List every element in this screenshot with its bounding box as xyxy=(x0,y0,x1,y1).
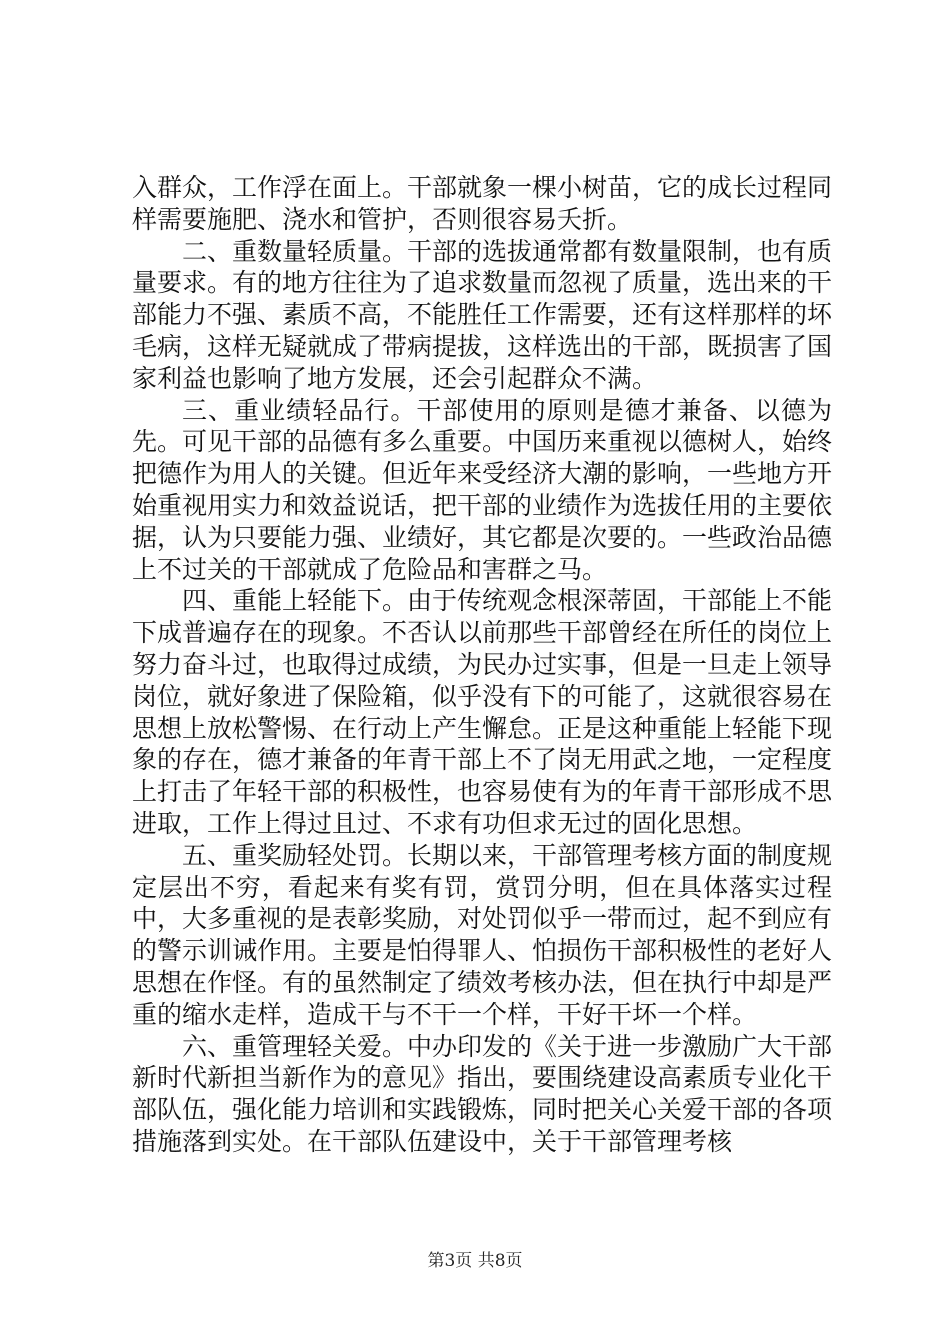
paragraph-performance-over-conduct: 三、重业绩轻品行。干部使用的原则是德才兼备、以德为先。可见干部的品德有多么重要。中国历来重视以德树人，始终把德作为用人的关键。但近年来受经济大潮的影响，一些地方开始重视用实力和效益说话，把干部的业绩作为选拔任用的主要依据，认为只要能力强、业绩好，其它都是次要的。一些政治品德上不过关的干部就成了危险品和害群之马。 xyxy=(132,395,833,584)
document-body xyxy=(132,172,832,1158)
paragraph-continuation: 入群众，工作浮在面上。干部就象一棵小树苗，它的成长过程同样需要施肥、浇水和管护，否则很容易夭折。 xyxy=(132,173,833,234)
paragraph-reward-over-punishment: 五、重奖励轻处罚。长期以来，干部管理考核方面的制度规定层出不穷，看起来有奖有罚，赏罚分明，但在具体落实过程中，大多重视的是表彰奖励，对处罚似乎一带而过，起不到应有的警示训诫作用。主要是怕得罪人、怕损伤干部积极性的老好人思想在作怪。有的虽然制定了绩效考核办法，但在执行中却是严重的缩水走样，造成干与不干一个样，干好干坏一个样。 xyxy=(132,840,833,1029)
page-number-footer: 第3页 共8页 xyxy=(427,1251,523,1271)
paragraph-promotion-over-demotion: 四、重能上轻能下。由于传统观念根深蒂固，干部能上不能下成普遍存在的现象。不否认以前那些干部曾经在所任的岗位上努力奋斗过，也取得过成绩，为民办过实事，但是一旦走上领导岗位，就好象进了保险箱，似乎没有下的可能了，这就很容易在思想上放松警惕、在行动上产生懈怠。正是这种重能上轻能下现象的存在，德才兼备的年青干部上不了岗无用武之地，一定程度上打击了年轻干部的积极性，也容易使有为的年青干部形成不思进取，工作上得过且过、不求有功但求无过的固化思想。 xyxy=(132,586,833,838)
paragraph-management-over-care: 六、重管理轻关爱。中办印发的《关于进一步激励广大干部新时代新担当新作为的意见》指出，要围绕建设高素质专业化干部队伍，强化能力培训和实践锻炼，同时把关心关爱干部的各项措施落到实处。在干部队伍建设中，关于干部管理考核 xyxy=(132,1031,833,1156)
paragraph-quantity-over-quality: 二、重数量轻质量。干部的选拔通常都有数量限制，也有质量要求。有的地方往往为了追求数量而忽视了质量，选出来的干部能力不强、素质不高，不能胜任工作需要，还有这样那样的坏毛病，这样无疑就成了带病提拔，这样选出的干部，既损害了国家利益也影响了地方发展，还会引起群众不满。 xyxy=(132,236,833,393)
